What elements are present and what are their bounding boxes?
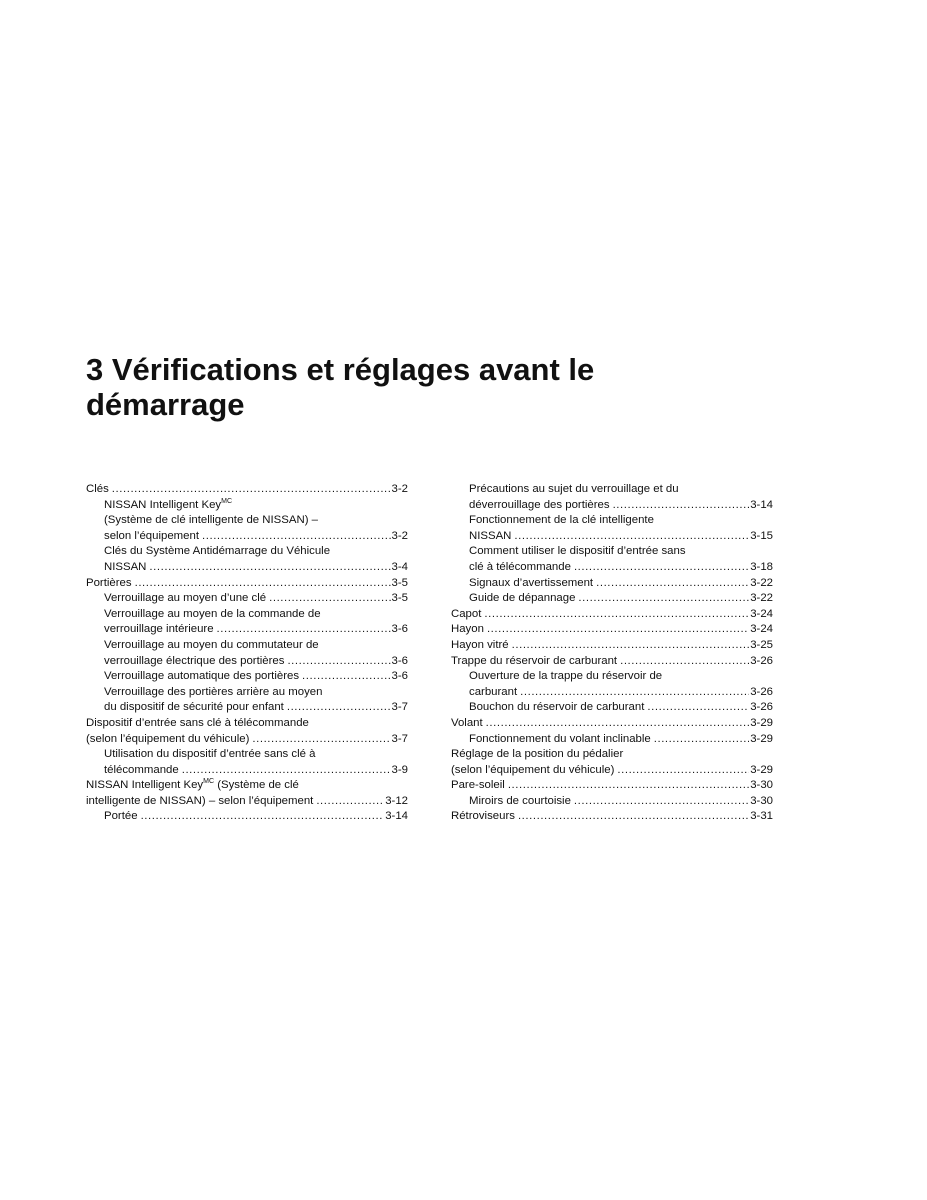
chapter-title-line2: démarrage bbox=[86, 387, 245, 422]
toc-entry-text bbox=[104, 498, 232, 514]
toc-entry-text bbox=[469, 560, 571, 576]
toc-entry[interactable] bbox=[451, 576, 773, 592]
toc-entry[interactable] bbox=[86, 654, 408, 670]
dot-leader bbox=[112, 482, 391, 498]
toc-entry[interactable] bbox=[86, 591, 408, 607]
toc-entry-text bbox=[104, 638, 319, 654]
toc-entry[interactable] bbox=[86, 685, 408, 701]
toc-entry-label: télécommande bbox=[104, 763, 179, 776]
toc-entry-label: NISSAN Intelligent Key bbox=[86, 779, 204, 792]
chapter-title-line1: 3 Vérifications et réglages avant le bbox=[86, 352, 595, 387]
toc-entry-label-continued: (Système de clé bbox=[214, 779, 299, 792]
dot-leader bbox=[135, 576, 391, 592]
toc-entry-text bbox=[104, 607, 321, 623]
toc-entry-label: Verrouillage automatique des portières bbox=[104, 670, 300, 683]
toc-entry[interactable] bbox=[451, 622, 773, 638]
toc-page-number: 3-14 bbox=[385, 810, 408, 823]
toc-entry-label: Rétroviseurs bbox=[451, 810, 515, 823]
toc-entry[interactable] bbox=[451, 638, 773, 654]
toc-entry-text bbox=[469, 669, 662, 685]
toc-entry[interactable] bbox=[451, 513, 773, 529]
dot-leader bbox=[574, 794, 749, 810]
toc-entry[interactable] bbox=[86, 544, 408, 560]
toc-entry-text bbox=[104, 685, 322, 701]
dot-leader bbox=[596, 576, 749, 592]
toc-entry-label: NISSAN Intelligent Key bbox=[104, 498, 222, 511]
toc-entry[interactable] bbox=[451, 778, 773, 794]
toc-entry-label: carburant bbox=[469, 685, 518, 698]
toc-entry[interactable] bbox=[86, 529, 408, 545]
toc-entry[interactable] bbox=[451, 685, 773, 701]
toc-entry-text bbox=[104, 700, 284, 716]
dot-leader bbox=[613, 498, 750, 514]
toc-page-number: 3-26 bbox=[750, 685, 773, 698]
dot-leader bbox=[486, 716, 750, 732]
toc-entry-text bbox=[451, 622, 484, 638]
toc-entry-label: Portée bbox=[104, 810, 138, 823]
toc-left-column bbox=[86, 482, 408, 825]
trademark-superscript: MC bbox=[221, 497, 233, 505]
toc-entry[interactable] bbox=[451, 809, 773, 825]
toc-page-number: 3-4 bbox=[391, 560, 408, 573]
toc-entry-label: Trappe du réservoir de carburant bbox=[451, 654, 618, 667]
toc-entry[interactable] bbox=[86, 576, 408, 592]
toc-entry-label: Verrouillage au moyen du commutateur de bbox=[104, 638, 319, 651]
toc-entry-label: Signaux d’avertissement bbox=[469, 576, 594, 589]
toc-entry-label: (selon l’équipement du véhicule) bbox=[86, 732, 250, 745]
toc-entry-text bbox=[104, 763, 179, 779]
toc-entry-text bbox=[469, 700, 644, 716]
dot-leader bbox=[202, 529, 391, 545]
dot-leader bbox=[302, 669, 391, 685]
toc-page-number: 3-15 bbox=[750, 529, 773, 542]
toc-page-number: 3-22 bbox=[750, 592, 773, 605]
toc-page-number: 3-26 bbox=[750, 701, 773, 714]
toc-entry[interactable] bbox=[86, 700, 408, 716]
dot-leader bbox=[484, 607, 749, 623]
toc-entry-text bbox=[451, 747, 623, 763]
toc-entry[interactable] bbox=[451, 747, 773, 763]
toc-entry-label: verrouillage électrique des portières bbox=[104, 654, 285, 667]
toc-entry-label: Portières bbox=[86, 576, 132, 589]
toc-page-number: 3-18 bbox=[750, 560, 773, 573]
toc-entry[interactable] bbox=[451, 529, 773, 545]
toc-page-number: 3-2 bbox=[391, 529, 408, 542]
dot-leader bbox=[316, 794, 384, 810]
toc-page-number: 3-29 bbox=[750, 732, 773, 745]
dot-leader bbox=[514, 529, 749, 545]
trademark-superscript: MC bbox=[203, 778, 215, 786]
toc-entry[interactable] bbox=[86, 716, 408, 732]
toc-page-number: 3-30 bbox=[750, 794, 773, 807]
toc-entry-text bbox=[86, 716, 309, 732]
toc-page-number: 3-24 bbox=[750, 623, 773, 636]
dot-leader bbox=[520, 685, 749, 701]
toc-entry-label: Réglage de la position du pédalier bbox=[451, 748, 624, 761]
toc-page-number: 3-7 bbox=[391, 732, 408, 745]
toc-entry-text bbox=[469, 529, 511, 545]
dot-leader bbox=[578, 591, 749, 607]
toc-page-number: 3-30 bbox=[750, 779, 773, 792]
dot-leader bbox=[620, 654, 749, 670]
toc-entry[interactable] bbox=[86, 622, 408, 638]
toc-page-number: 3-5 bbox=[391, 592, 408, 605]
toc-entry-label: Comment utiliser le dispositif d’entrée sans bbox=[469, 545, 686, 558]
dot-leader bbox=[287, 654, 390, 670]
toc-entry-text bbox=[451, 716, 483, 732]
toc-page-number: 3-6 bbox=[391, 623, 408, 636]
dot-leader bbox=[287, 700, 391, 716]
toc-entry-text bbox=[86, 482, 109, 498]
toc-entry[interactable] bbox=[86, 513, 408, 529]
toc-entry[interactable] bbox=[451, 700, 773, 716]
toc-entry-text bbox=[469, 576, 593, 592]
toc-entry[interactable] bbox=[86, 778, 408, 794]
toc-entry[interactable] bbox=[451, 607, 773, 623]
toc-page-number: 3-12 bbox=[385, 794, 408, 807]
toc-page-number: 3-7 bbox=[391, 701, 408, 714]
toc-page-number: 3-5 bbox=[391, 576, 408, 589]
toc-entry-text bbox=[469, 591, 575, 607]
toc-page-number: 3-29 bbox=[750, 716, 773, 729]
toc-entry-label: Fonctionnement du volant inclinable bbox=[469, 732, 651, 745]
dot-leader bbox=[617, 763, 749, 779]
dot-leader bbox=[252, 732, 390, 748]
toc-entry-text bbox=[104, 669, 299, 685]
toc-page-number: 3-26 bbox=[750, 654, 773, 667]
toc-entry-label: NISSAN bbox=[469, 529, 512, 542]
toc-entry[interactable] bbox=[86, 747, 408, 763]
toc-entry-label: (selon l’équipement du véhicule) bbox=[451, 763, 615, 776]
dot-leader bbox=[654, 732, 749, 748]
toc-entry-text bbox=[469, 513, 654, 529]
toc-entry-text bbox=[104, 809, 138, 825]
toc-entry-label: Utilisation du dispositif d’entrée sans clé à bbox=[104, 748, 316, 761]
dot-leader bbox=[512, 638, 750, 654]
toc-entry-label: déverrouillage des portières bbox=[469, 498, 610, 511]
toc-entry[interactable] bbox=[86, 669, 408, 685]
toc-entry-label: Capot bbox=[451, 607, 482, 620]
toc-entry-text bbox=[104, 544, 330, 560]
toc-entry[interactable] bbox=[451, 544, 773, 560]
toc-entry-text bbox=[451, 809, 515, 825]
dot-leader bbox=[508, 778, 749, 794]
dot-leader bbox=[149, 560, 390, 576]
toc-page-number: 3-22 bbox=[750, 576, 773, 589]
toc-entry-text bbox=[469, 732, 651, 748]
toc-entry-text bbox=[104, 560, 146, 576]
toc-entry-text bbox=[451, 607, 481, 623]
toc-entry-text bbox=[86, 778, 299, 794]
toc-entry-text bbox=[451, 778, 505, 794]
dot-leader bbox=[182, 763, 391, 779]
toc-entry[interactable] bbox=[451, 591, 773, 607]
toc-page-number: 3-31 bbox=[750, 810, 773, 823]
toc-entry[interactable] bbox=[451, 716, 773, 732]
toc-entry-text bbox=[469, 482, 679, 498]
toc-entry-text bbox=[469, 794, 571, 810]
toc-entry-text bbox=[104, 622, 214, 638]
toc-entry-label: Dispositif d’entrée sans clé à télécommande bbox=[86, 716, 309, 729]
toc-entry-label: Verrouillage au moyen de la commande de bbox=[104, 607, 321, 620]
toc-entry[interactable] bbox=[86, 732, 408, 748]
toc-entry[interactable] bbox=[451, 498, 773, 514]
toc-entry-text bbox=[451, 763, 614, 779]
toc-entry-text bbox=[104, 654, 284, 670]
toc-entry[interactable] bbox=[86, 809, 408, 825]
toc-entry-label: Miroirs de courtoisie bbox=[469, 794, 571, 807]
toc-entry[interactable] bbox=[86, 794, 408, 810]
toc-entry[interactable] bbox=[451, 732, 773, 748]
dot-leader bbox=[574, 560, 749, 576]
toc-entry-label: Clés bbox=[86, 483, 109, 495]
toc-entry-label: Guide de dépannage bbox=[469, 592, 576, 605]
toc-entry[interactable] bbox=[86, 763, 408, 779]
toc-entry-label: Hayon vitré bbox=[451, 638, 509, 651]
toc-entry-text bbox=[86, 732, 249, 748]
dot-leader bbox=[217, 622, 391, 638]
toc-entry[interactable] bbox=[451, 763, 773, 779]
toc-entry-label: selon l’équipement bbox=[104, 529, 199, 542]
toc-entry-label: Hayon bbox=[451, 623, 484, 636]
toc-entry[interactable] bbox=[86, 482, 408, 498]
toc-page-number: 3-9 bbox=[391, 763, 408, 776]
toc-entry-text bbox=[104, 591, 266, 607]
toc-right-column bbox=[451, 482, 773, 825]
dot-leader bbox=[487, 622, 749, 638]
toc-page-number: 3-25 bbox=[750, 638, 773, 651]
toc-entry-text bbox=[451, 638, 509, 654]
toc-entry-text bbox=[451, 654, 617, 670]
toc-page-number: 3-24 bbox=[750, 607, 773, 620]
toc-entry[interactable] bbox=[86, 560, 408, 576]
toc-entry-label: clé à télécommande bbox=[469, 560, 571, 573]
dot-leader bbox=[518, 809, 749, 825]
toc-entry-label: (Système de clé intelligente de NISSAN) – bbox=[104, 514, 318, 527]
toc-entry-label: Volant bbox=[451, 716, 483, 729]
toc-entry-label: verrouillage intérieure bbox=[104, 623, 214, 636]
dot-leader bbox=[647, 700, 749, 716]
toc-entry[interactable] bbox=[451, 482, 773, 498]
toc-entry-text bbox=[104, 529, 199, 545]
toc-entry[interactable] bbox=[86, 607, 408, 623]
toc-entry-text bbox=[104, 513, 318, 529]
toc-entry-label: Ouverture de la trappe du réservoir de bbox=[469, 670, 663, 683]
toc-entry-label: du dispositif de sécurité pour enfant bbox=[104, 701, 284, 714]
toc-entry-label: NISSAN bbox=[104, 560, 147, 573]
toc-entry-text bbox=[469, 544, 686, 560]
toc-entry[interactable] bbox=[451, 794, 773, 810]
dot-leader bbox=[269, 591, 390, 607]
chapter-title bbox=[86, 352, 846, 422]
toc-entry-text bbox=[86, 794, 313, 810]
toc-page-number: 3-6 bbox=[391, 654, 408, 667]
toc-entry-label: Bouchon du réservoir de carburant bbox=[469, 701, 645, 714]
toc-entry-label: Verrouillage au moyen d’une clé bbox=[104, 592, 267, 605]
toc-entry-label: Pare-soleil bbox=[451, 779, 505, 792]
toc-entry-text bbox=[104, 747, 315, 763]
toc-entry-text bbox=[86, 576, 132, 592]
toc-entry[interactable] bbox=[86, 498, 408, 514]
toc-page-number: 3-14 bbox=[750, 498, 773, 511]
toc-entry[interactable] bbox=[86, 638, 408, 654]
toc-entry-label: Fonctionnement de la clé intelligente bbox=[469, 514, 654, 527]
toc-page-number: 3-2 bbox=[391, 483, 408, 495]
toc-entry[interactable] bbox=[451, 669, 773, 685]
toc-entry-text bbox=[469, 498, 610, 514]
toc-page-number: 3-6 bbox=[391, 670, 408, 683]
toc-entry-text bbox=[469, 685, 517, 701]
toc-page-number: 3-29 bbox=[750, 763, 773, 776]
toc-entry-label: Précautions au sujet du verrouillage et du bbox=[469, 483, 679, 495]
toc-entry[interactable] bbox=[451, 560, 773, 576]
toc-entry-label: Clés du Système Antidémarrage du Véhicule bbox=[104, 545, 331, 558]
dot-leader bbox=[141, 809, 385, 825]
toc-entry-label: Verrouillage des portières arrière au moyen bbox=[104, 685, 323, 698]
toc-entry-label: intelligente de NISSAN) – selon l’équipement bbox=[86, 794, 314, 807]
toc-entry[interactable] bbox=[451, 654, 773, 670]
